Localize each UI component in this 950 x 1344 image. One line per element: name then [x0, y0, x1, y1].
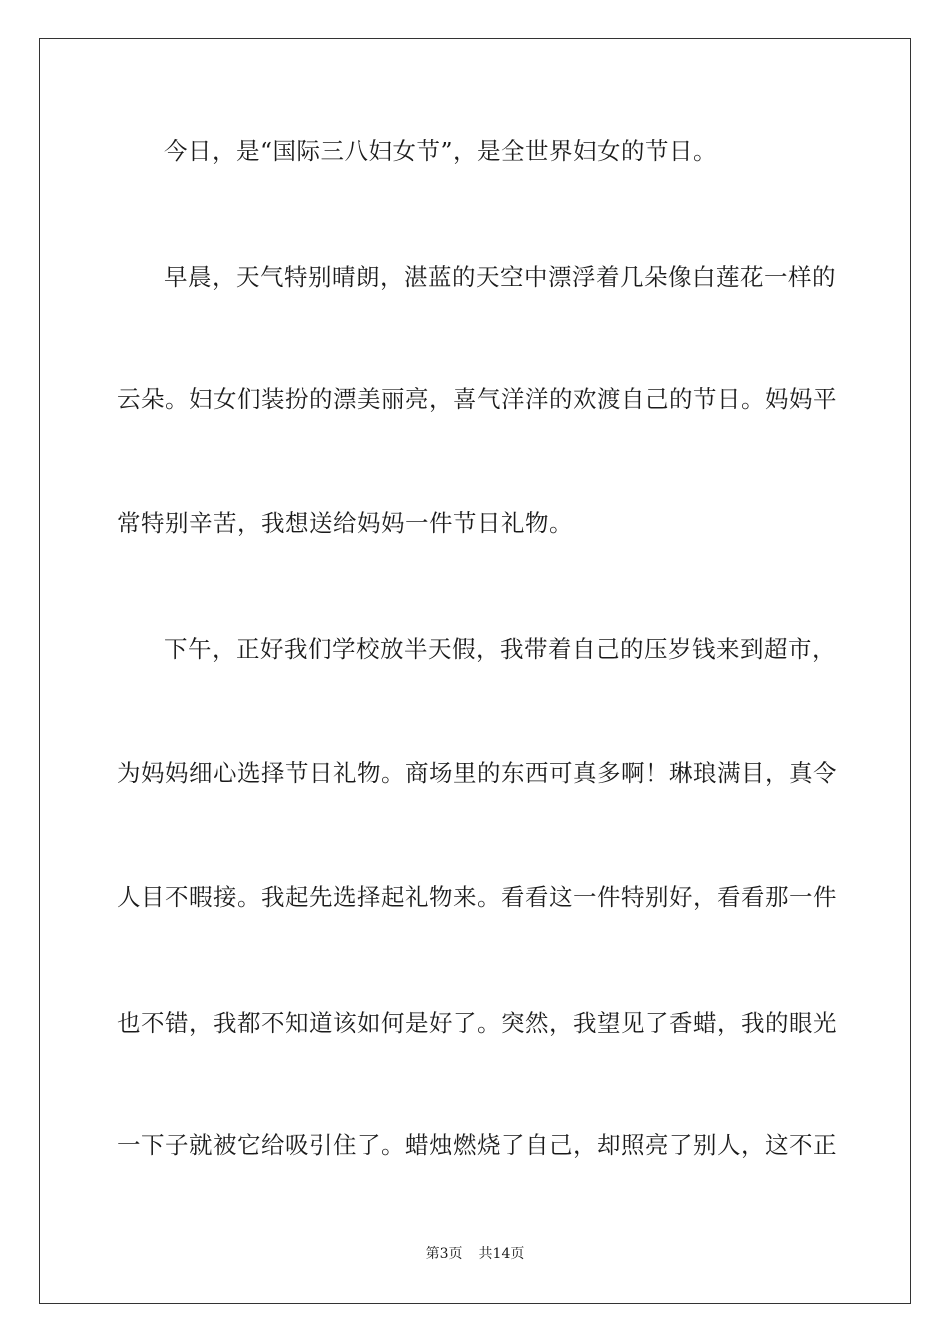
paragraph-3-line-1: 下午，正好我们学校放半天假，我带着自己的压岁钱来到超市， — [164, 635, 836, 663]
paragraph-3-line-3: 人目不暇接。我起先选择起礼物来。看看这一件特别好，看看那一件 — [117, 883, 837, 911]
paragraph-3-line-5: 一下子就被它给吸引住了。蜡烛燃烧了自己，却照亮了别人，这不正 — [117, 1131, 837, 1159]
paragraph-2-line-1: 早晨，天气特别晴朗，湛蓝的天空中漂浮着几朵像白莲花一样的 — [164, 263, 836, 291]
page-footer — [0, 1245, 950, 1263]
paragraph-3-line-2: 为妈妈细心选择节日礼物。商场里的东西可真多啊！琳琅满目，真令 — [117, 759, 837, 787]
paragraph-2-line-3: 常特别辛苦，我想送给妈妈一件节日礼物。 — [117, 509, 573, 537]
paragraph-3-line-4: 也不错，我都不知道该如何是好了。突然，我望见了香蜡，我的眼光 — [117, 1009, 837, 1037]
paragraph-2-line-2: 云朵。妇女们装扮的漂美丽亮，喜气洋洋的欢渡自己的节日。妈妈平 — [117, 385, 837, 413]
paragraph-1-line-1: 今日，是“国际三八妇女节”，是全世界妇女的节日。 — [164, 137, 718, 165]
page-border — [39, 38, 911, 1304]
page-total: 共14页 — [478, 1246, 525, 1262]
page-number: 第3页 — [425, 1246, 463, 1262]
